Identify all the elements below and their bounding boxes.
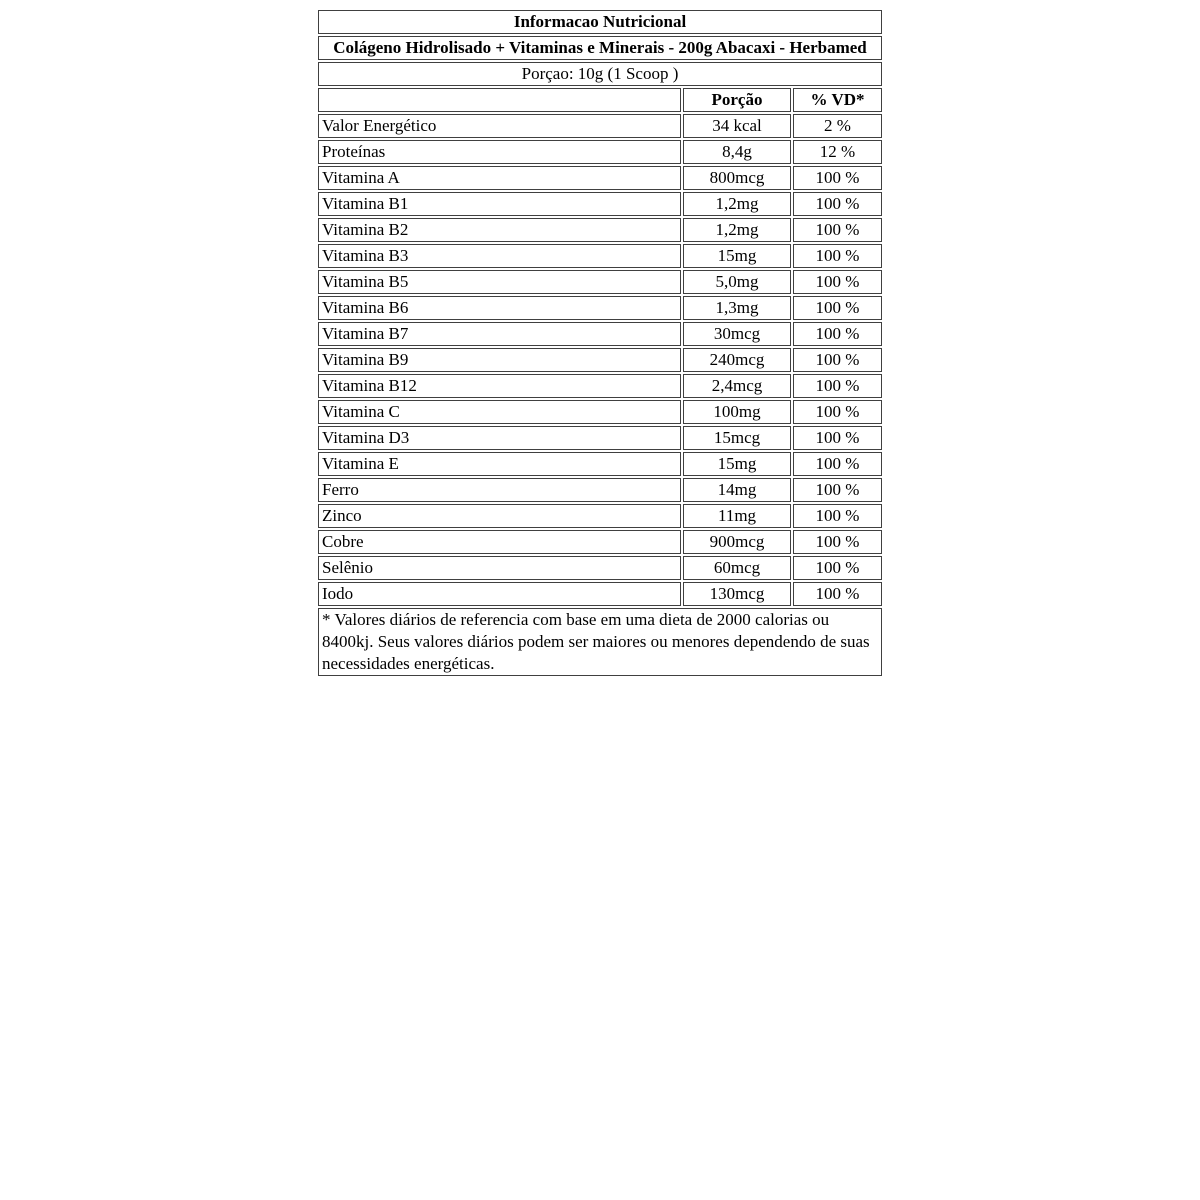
dv-value-cell: 100 % (793, 426, 882, 450)
table-row (318, 504, 882, 528)
table-row (318, 270, 882, 294)
nutrient-name-cell: Vitamina A (318, 166, 681, 190)
nutrient-rows (318, 114, 882, 606)
portion-value-cell: 1,2mg (683, 218, 791, 242)
table-row (318, 322, 882, 346)
portion-value-cell: 5,0mg (683, 270, 791, 294)
nutrient-name-cell: Vitamina B6 (318, 296, 681, 320)
dv-value-cell: 100 % (793, 244, 882, 268)
portion-value-cell: 15mg (683, 452, 791, 476)
table-row (318, 400, 882, 424)
dv-value-cell: 100 % (793, 530, 882, 554)
portion-value-cell: 60mcg (683, 556, 791, 580)
table-row (318, 582, 882, 606)
dv-value-cell: 100 % (793, 374, 882, 398)
table-row (318, 348, 882, 372)
portion-value-cell: 800mcg (683, 166, 791, 190)
portion-value-cell: 8,4g (683, 140, 791, 164)
serving-size-row (318, 62, 882, 86)
product-name-row (318, 36, 882, 60)
dv-value-cell: 100 % (793, 478, 882, 502)
table-row (318, 452, 882, 476)
table-row (318, 530, 882, 554)
dv-value-cell: 100 % (793, 270, 882, 294)
portion-value-cell: 1,3mg (683, 296, 791, 320)
nutrient-name-cell: Ferro (318, 478, 681, 502)
portion-value-cell: 130mcg (683, 582, 791, 606)
table-row (318, 556, 882, 580)
table-row (318, 114, 882, 138)
nutrient-name-cell: Vitamina B7 (318, 322, 681, 346)
table-row (318, 426, 882, 450)
dv-value-cell: 100 % (793, 582, 882, 606)
nutrient-name-cell: Vitamina B2 (318, 218, 681, 242)
product-name: Colágeno Hidrolisado + Vitaminas e Minerais - 200g Abacaxi - Herbamed (318, 36, 882, 60)
table-row (318, 140, 882, 164)
nutrient-name-cell: Vitamina E (318, 452, 681, 476)
portion-value-cell: 900mcg (683, 530, 791, 554)
dv-value-cell: 100 % (793, 322, 882, 346)
nutrient-name-cell: Selênio (318, 556, 681, 580)
nutrition-facts-table (316, 8, 884, 678)
nutrient-name-cell: Valor Energético (318, 114, 681, 138)
table-row (318, 192, 882, 216)
dv-value-cell: 100 % (793, 166, 882, 190)
table-row (318, 218, 882, 242)
portion-value-cell: 14mg (683, 478, 791, 502)
footnote: * Valores diários de referencia com base em uma dieta de 2000 calorias ou 8400kj. Seus valores diários podem ser maiores ou menores dependendo de suas necessidades energéticas. (318, 608, 882, 676)
table-row (318, 296, 882, 320)
dv-value-cell: 100 % (793, 296, 882, 320)
table-row (318, 374, 882, 398)
portion-value-cell: 15mcg (683, 426, 791, 450)
table-row (318, 244, 882, 268)
nutrient-name-cell: Vitamina B1 (318, 192, 681, 216)
nutrient-name-cell: Iodo (318, 582, 681, 606)
nutrient-name-cell: Vitamina B5 (318, 270, 681, 294)
column-header-portion: Porção (683, 88, 791, 112)
column-header-dv: % VD* (793, 88, 882, 112)
table-title: Informacao Nutricional (318, 10, 882, 34)
dv-value-cell: 100 % (793, 452, 882, 476)
footnote-row (318, 608, 882, 676)
portion-value-cell: 34 kcal (683, 114, 791, 138)
nutrient-name-cell: Vitamina B3 (318, 244, 681, 268)
nutrient-name-cell: Vitamina B9 (318, 348, 681, 372)
dv-value-cell: 100 % (793, 400, 882, 424)
dv-value-cell: 100 % (793, 556, 882, 580)
portion-value-cell: 1,2mg (683, 192, 791, 216)
portion-value-cell: 15mg (683, 244, 791, 268)
nutrient-name-cell: Cobre (318, 530, 681, 554)
table-row (318, 166, 882, 190)
column-header-nutrient (318, 88, 681, 112)
portion-value-cell: 100mg (683, 400, 791, 424)
table-row (318, 478, 882, 502)
dv-value-cell: 100 % (793, 504, 882, 528)
dv-value-cell: 2 % (793, 114, 882, 138)
portion-value-cell: 11mg (683, 504, 791, 528)
portion-value-cell: 2,4mcg (683, 374, 791, 398)
dv-value-cell: 100 % (793, 218, 882, 242)
nutrient-name-cell: Vitamina B12 (318, 374, 681, 398)
dv-value-cell: 100 % (793, 192, 882, 216)
table-title-row (318, 10, 882, 34)
nutrient-name-cell: Zinco (318, 504, 681, 528)
dv-value-cell: 12 % (793, 140, 882, 164)
portion-value-cell: 30mcg (683, 322, 791, 346)
nutrient-name-cell: Vitamina D3 (318, 426, 681, 450)
column-header-row (318, 88, 882, 112)
portion-value-cell: 240mcg (683, 348, 791, 372)
serving-size: Porçao: 10g (1 Scoop ) (318, 62, 882, 86)
nutrient-name-cell: Vitamina C (318, 400, 681, 424)
dv-value-cell: 100 % (793, 348, 882, 372)
nutrient-name-cell: Proteínas (318, 140, 681, 164)
